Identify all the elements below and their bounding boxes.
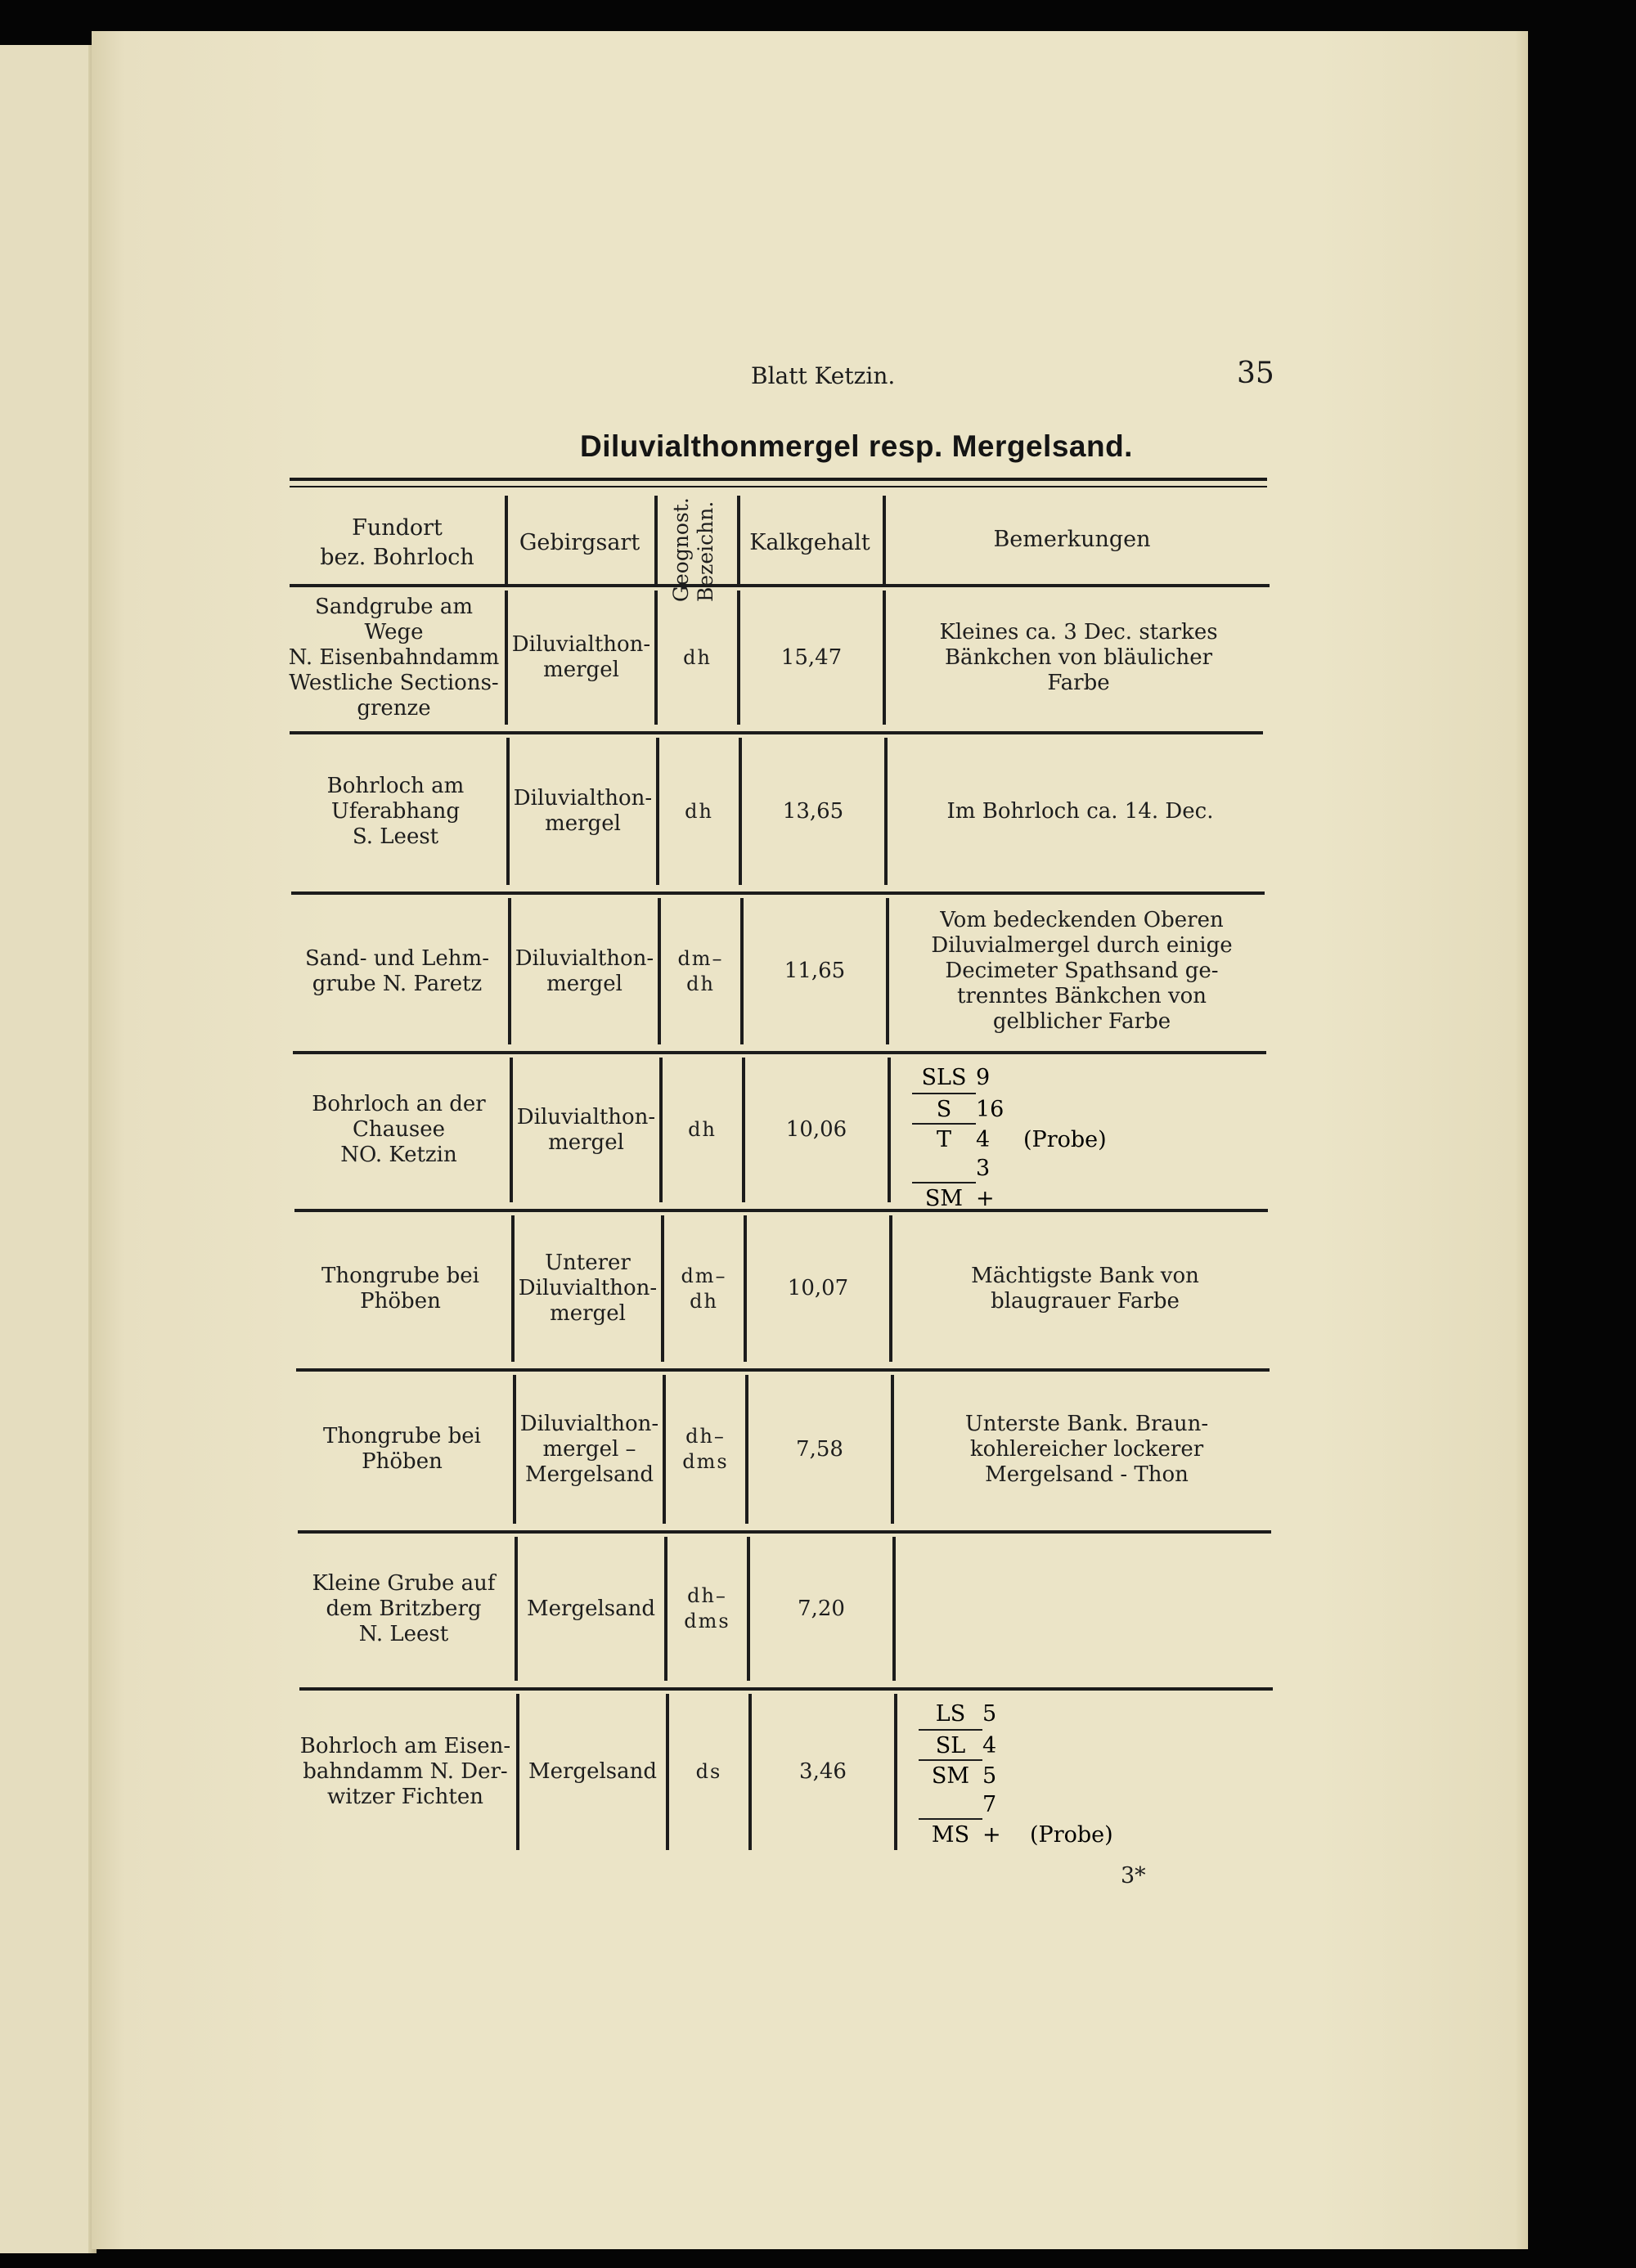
kalkgehalt-value: 15,47 xyxy=(780,644,843,670)
fundort-line: Sandgrube am Wege xyxy=(315,594,473,644)
profile-thickness: 16 xyxy=(976,1097,1005,1122)
gebirgsart-line: Diluvialthon- xyxy=(516,1104,656,1130)
header-gebirgsart-label: Gebirgsart xyxy=(519,530,640,555)
fundort-line: witzer Fichten xyxy=(326,1785,484,1809)
profile-thickness: 4 xyxy=(976,1127,991,1152)
fundort-line: NO. Ketzin xyxy=(340,1143,457,1167)
header-kalkgehalt-label: Kalkgehalt xyxy=(749,530,870,555)
cell-gebirgsart xyxy=(510,738,656,885)
gebirgsart-line: mergel xyxy=(548,1130,624,1155)
cell-gebirgsart xyxy=(519,1694,666,1850)
signature-mark: 3* xyxy=(1121,1863,1146,1889)
cell-bezeichnung xyxy=(658,591,737,725)
row-rule xyxy=(296,1368,1270,1372)
cell-kalkgehalt xyxy=(748,1375,891,1524)
bezeichnung-code: ds xyxy=(695,1760,722,1783)
header-kalkgehalt xyxy=(737,528,883,558)
fundort-line: Bohrloch am Eisen- xyxy=(299,1734,511,1758)
bemerkung-line: Mächtigste Bank von xyxy=(971,1263,1199,1288)
header-bezeichnung xyxy=(669,497,721,602)
profile-layer xyxy=(919,1699,1229,1729)
cell-bezeichnung xyxy=(661,898,740,1044)
fundort-line: Chausee xyxy=(352,1117,445,1142)
cell-fundort xyxy=(291,1215,510,1362)
bezeichnung-code: dm– xyxy=(677,946,724,970)
cell-bemerkungen-profile xyxy=(919,1699,1229,1848)
row-col-divider xyxy=(894,1694,897,1850)
page-number: 35 xyxy=(1237,357,1274,390)
cell-bezeichnung xyxy=(666,1375,745,1524)
cell-bezeichnung xyxy=(663,1058,742,1202)
kalkgehalt-value: 13,65 xyxy=(782,798,844,824)
fundort-line: Thongrube bei xyxy=(323,1424,481,1448)
fundort-line: grenze xyxy=(357,695,431,721)
gebirgsart-line: Mergelsand xyxy=(524,1462,654,1487)
kalkgehalt-value: 10,06 xyxy=(785,1117,847,1142)
header-fundort xyxy=(290,514,505,573)
row-rule xyxy=(290,731,1263,734)
cell-bemerkungen xyxy=(889,591,1268,725)
header-rule xyxy=(290,584,1270,587)
fundort-line: Phöben xyxy=(360,1288,441,1314)
profile-thickness: 5 xyxy=(982,1701,997,1727)
row-col-divider xyxy=(883,591,886,725)
kalkgehalt-value: 10,07 xyxy=(787,1276,849,1300)
bemerkung-line: Im Bohrloch ca. 14. Dec. xyxy=(946,798,1214,824)
fundort-line: Phöben xyxy=(362,1449,443,1474)
bemerkung-line: blaugrauer Farbe xyxy=(991,1288,1180,1314)
bemerkung-line: kohlereicher lockerer xyxy=(969,1436,1204,1462)
header-fundort-line2: bez. Bohrloch xyxy=(320,545,474,570)
bezeichnung-code: dh xyxy=(690,1289,718,1313)
cell-fundort xyxy=(288,898,506,1044)
bezeichnung-code: dh xyxy=(688,1118,717,1141)
cell-kalkgehalt xyxy=(747,1215,889,1362)
profile-layer xyxy=(919,1790,1229,1848)
header-col-divider xyxy=(505,496,508,584)
bemerkung-line: Bänkchen von bläulicher xyxy=(944,644,1213,670)
header-bez-line2: Bezeichn. xyxy=(694,501,717,602)
header-bemerkungen xyxy=(883,525,1261,555)
cell-kalkgehalt xyxy=(742,738,884,885)
row-rule xyxy=(294,1209,1268,1212)
fundort-line: N. Eisenbahndamm xyxy=(288,644,500,670)
profile-layer xyxy=(919,1729,1229,1759)
gebirgsart-line: mergel xyxy=(546,971,622,996)
table-title: Diluvialthonmergel resp. Mergelsand. xyxy=(580,429,1133,463)
gebirgsart-line: Unterer xyxy=(545,1251,631,1275)
profile-symbol: S xyxy=(912,1093,976,1125)
cell-kalkgehalt xyxy=(740,591,883,725)
cell-kalkgehalt xyxy=(750,1537,892,1681)
row-rule xyxy=(293,1051,1266,1054)
cell-bezeichnung xyxy=(669,1694,748,1850)
profile-thickness: 3 + xyxy=(976,1156,995,1211)
gebirgsart-line: Diluvialthon- xyxy=(511,632,651,657)
profile-note: (Probe) xyxy=(1023,1127,1107,1152)
row-rule xyxy=(291,891,1265,895)
bemerkung-line: Decimeter Spathsand ge- xyxy=(945,959,1219,983)
gebirgsart-line: mergel – xyxy=(542,1436,636,1462)
gebirgsart-line: Mergelsand xyxy=(526,1596,655,1621)
row-rule xyxy=(299,1687,1273,1691)
bezeichnung-code: dms xyxy=(684,1610,730,1633)
header-col-divider xyxy=(883,496,886,584)
row-rule xyxy=(298,1530,1271,1534)
cell-kalkgehalt xyxy=(745,1058,888,1202)
fundort-line: Kleine Grube auf xyxy=(312,1570,496,1596)
profile-thickness: 4 xyxy=(982,1733,997,1758)
fundort-line: dem Britzberg xyxy=(326,1596,482,1621)
row-col-divider xyxy=(886,898,889,1044)
cell-gebirgsart xyxy=(513,1058,659,1202)
fundort-line: N. Leest xyxy=(358,1621,449,1646)
profile-symbol: SM xyxy=(912,1182,976,1214)
gebirgsart-line: Diluvialthon- xyxy=(515,945,654,971)
cell-bezeichnung xyxy=(659,738,739,885)
header-bemerkungen-label: Bemerkungen xyxy=(993,527,1151,552)
cell-bemerkungen xyxy=(897,1375,1276,1524)
cell-bemerkungen xyxy=(896,1215,1274,1362)
cell-bemerkungen-profile xyxy=(912,1062,1223,1211)
cell-bemerkungen xyxy=(892,898,1271,1044)
bezeichnung-code: dh xyxy=(685,799,713,823)
bemerkung-line: Farbe xyxy=(1047,670,1110,695)
kalkgehalt-value: 7,20 xyxy=(798,1596,845,1621)
profile-thickness: 9 xyxy=(976,1065,991,1090)
bemerkung-line: Vom bedeckenden Oberen xyxy=(940,908,1224,932)
profile-thickness: 7 + xyxy=(982,1792,1001,1848)
cell-bezeichnung xyxy=(664,1215,744,1362)
kalkgehalt-value: 3,46 xyxy=(799,1759,847,1784)
bemerkung-line: trenntes Bänkchen von xyxy=(956,984,1207,1008)
bemerkung-line: Diluvialmergel durch einige xyxy=(931,933,1233,958)
profile-layer xyxy=(912,1062,1223,1093)
gebirgsart-line: mergel xyxy=(543,658,619,682)
header-bez-line1: Geognost. xyxy=(669,497,693,602)
profile-symbol: T xyxy=(912,1123,976,1155)
gebirgsart-line: Mergelsand xyxy=(528,1759,657,1784)
fundort-line: Uferabhang xyxy=(330,798,461,824)
running-title: Blatt Ketzin. xyxy=(751,362,896,389)
profile-note: (Probe) xyxy=(1030,1822,1113,1848)
cell-fundort xyxy=(296,1694,515,1850)
bezeichnung-code: dh– xyxy=(685,1425,726,1448)
cell-fundort xyxy=(294,1537,513,1681)
row-col-divider xyxy=(884,738,888,885)
cell-bemerkungen xyxy=(891,738,1270,885)
profile-layer xyxy=(912,1153,1223,1211)
cell-gebirgsart xyxy=(508,591,654,725)
left-page-edge xyxy=(0,45,97,2253)
bezeichnung-code: dh xyxy=(683,645,712,669)
cell-gebirgsart xyxy=(518,1537,664,1681)
profile-layer xyxy=(912,1123,1223,1153)
profile-layer xyxy=(912,1093,1223,1123)
fundort-line: Bohrloch an der xyxy=(312,1092,486,1116)
cell-fundort xyxy=(286,738,505,885)
bemerkung-line: Unterste Bank. Braun- xyxy=(964,1411,1209,1436)
fundort-line: bahndamm N. Der- xyxy=(303,1759,508,1784)
cell-gebirgsart xyxy=(516,1375,663,1524)
profile-symbol: SL xyxy=(919,1729,982,1761)
profile-symbol: LS xyxy=(935,1701,966,1727)
bezeichnung-code: dm– xyxy=(681,1264,727,1287)
gebirgsart-line: Diluvialthon- xyxy=(519,1411,659,1436)
cell-fundort xyxy=(290,1058,508,1202)
title-rule-top xyxy=(290,478,1267,481)
bemerkung-line: Kleines ca. 3 Dec. starkes xyxy=(939,619,1218,644)
profile-layer xyxy=(919,1759,1229,1790)
cell-gebirgsart xyxy=(511,898,658,1044)
gebirgsart-line: Diluvialthon- xyxy=(513,786,653,811)
cell-bezeichnung xyxy=(667,1537,747,1681)
profile-symbol: SLS xyxy=(921,1065,967,1090)
bezeichnung-code: dh xyxy=(686,972,715,995)
cell-kalkgehalt xyxy=(744,898,886,1044)
row-col-divider xyxy=(889,1215,892,1362)
kalkgehalt-value: 11,65 xyxy=(784,959,846,983)
profile-symbol: SM xyxy=(919,1759,982,1791)
cell-fundort xyxy=(285,591,503,725)
header-col-divider xyxy=(654,496,658,584)
fundort-line: S. Leest xyxy=(352,824,439,849)
row-col-divider xyxy=(888,1058,891,1202)
gebirgsart-line: mergel xyxy=(545,811,621,836)
bemerkung-line: Mergelsand - Thon xyxy=(985,1462,1189,1487)
fundort-line: Westliche Sections- xyxy=(289,670,499,695)
fundort-line: Bohrloch am xyxy=(326,773,465,798)
bemerkung-line: gelblicher Farbe xyxy=(992,1009,1171,1034)
row-col-divider xyxy=(892,1537,896,1681)
book-page xyxy=(92,31,1528,2249)
kalkgehalt-value: 7,58 xyxy=(796,1436,843,1462)
bezeichnung-code: dms xyxy=(682,1450,729,1473)
header-gebirgsart xyxy=(505,528,654,558)
fundort-line: Sand- und Lehm- xyxy=(305,945,489,971)
title-rule-bottom xyxy=(290,486,1267,487)
fundort-line: Thongrube bei xyxy=(321,1263,479,1288)
cell-kalkgehalt xyxy=(752,1694,894,1850)
gebirgsart-line: mergel xyxy=(550,1301,626,1326)
cell-fundort xyxy=(293,1375,511,1524)
bezeichnung-code: dh– xyxy=(687,1584,727,1607)
profile-thickness: 5 xyxy=(982,1763,997,1789)
cell-gebirgsart xyxy=(515,1215,661,1362)
row-col-divider xyxy=(891,1375,894,1524)
header-fundort-line1: Fundort xyxy=(352,515,443,541)
gebirgsart-line: Diluvialthon- xyxy=(518,1276,658,1300)
profile-symbol: MS xyxy=(919,1818,982,1850)
header-col-divider xyxy=(737,496,740,584)
fundort-line: grube N. Paretz xyxy=(312,971,483,996)
